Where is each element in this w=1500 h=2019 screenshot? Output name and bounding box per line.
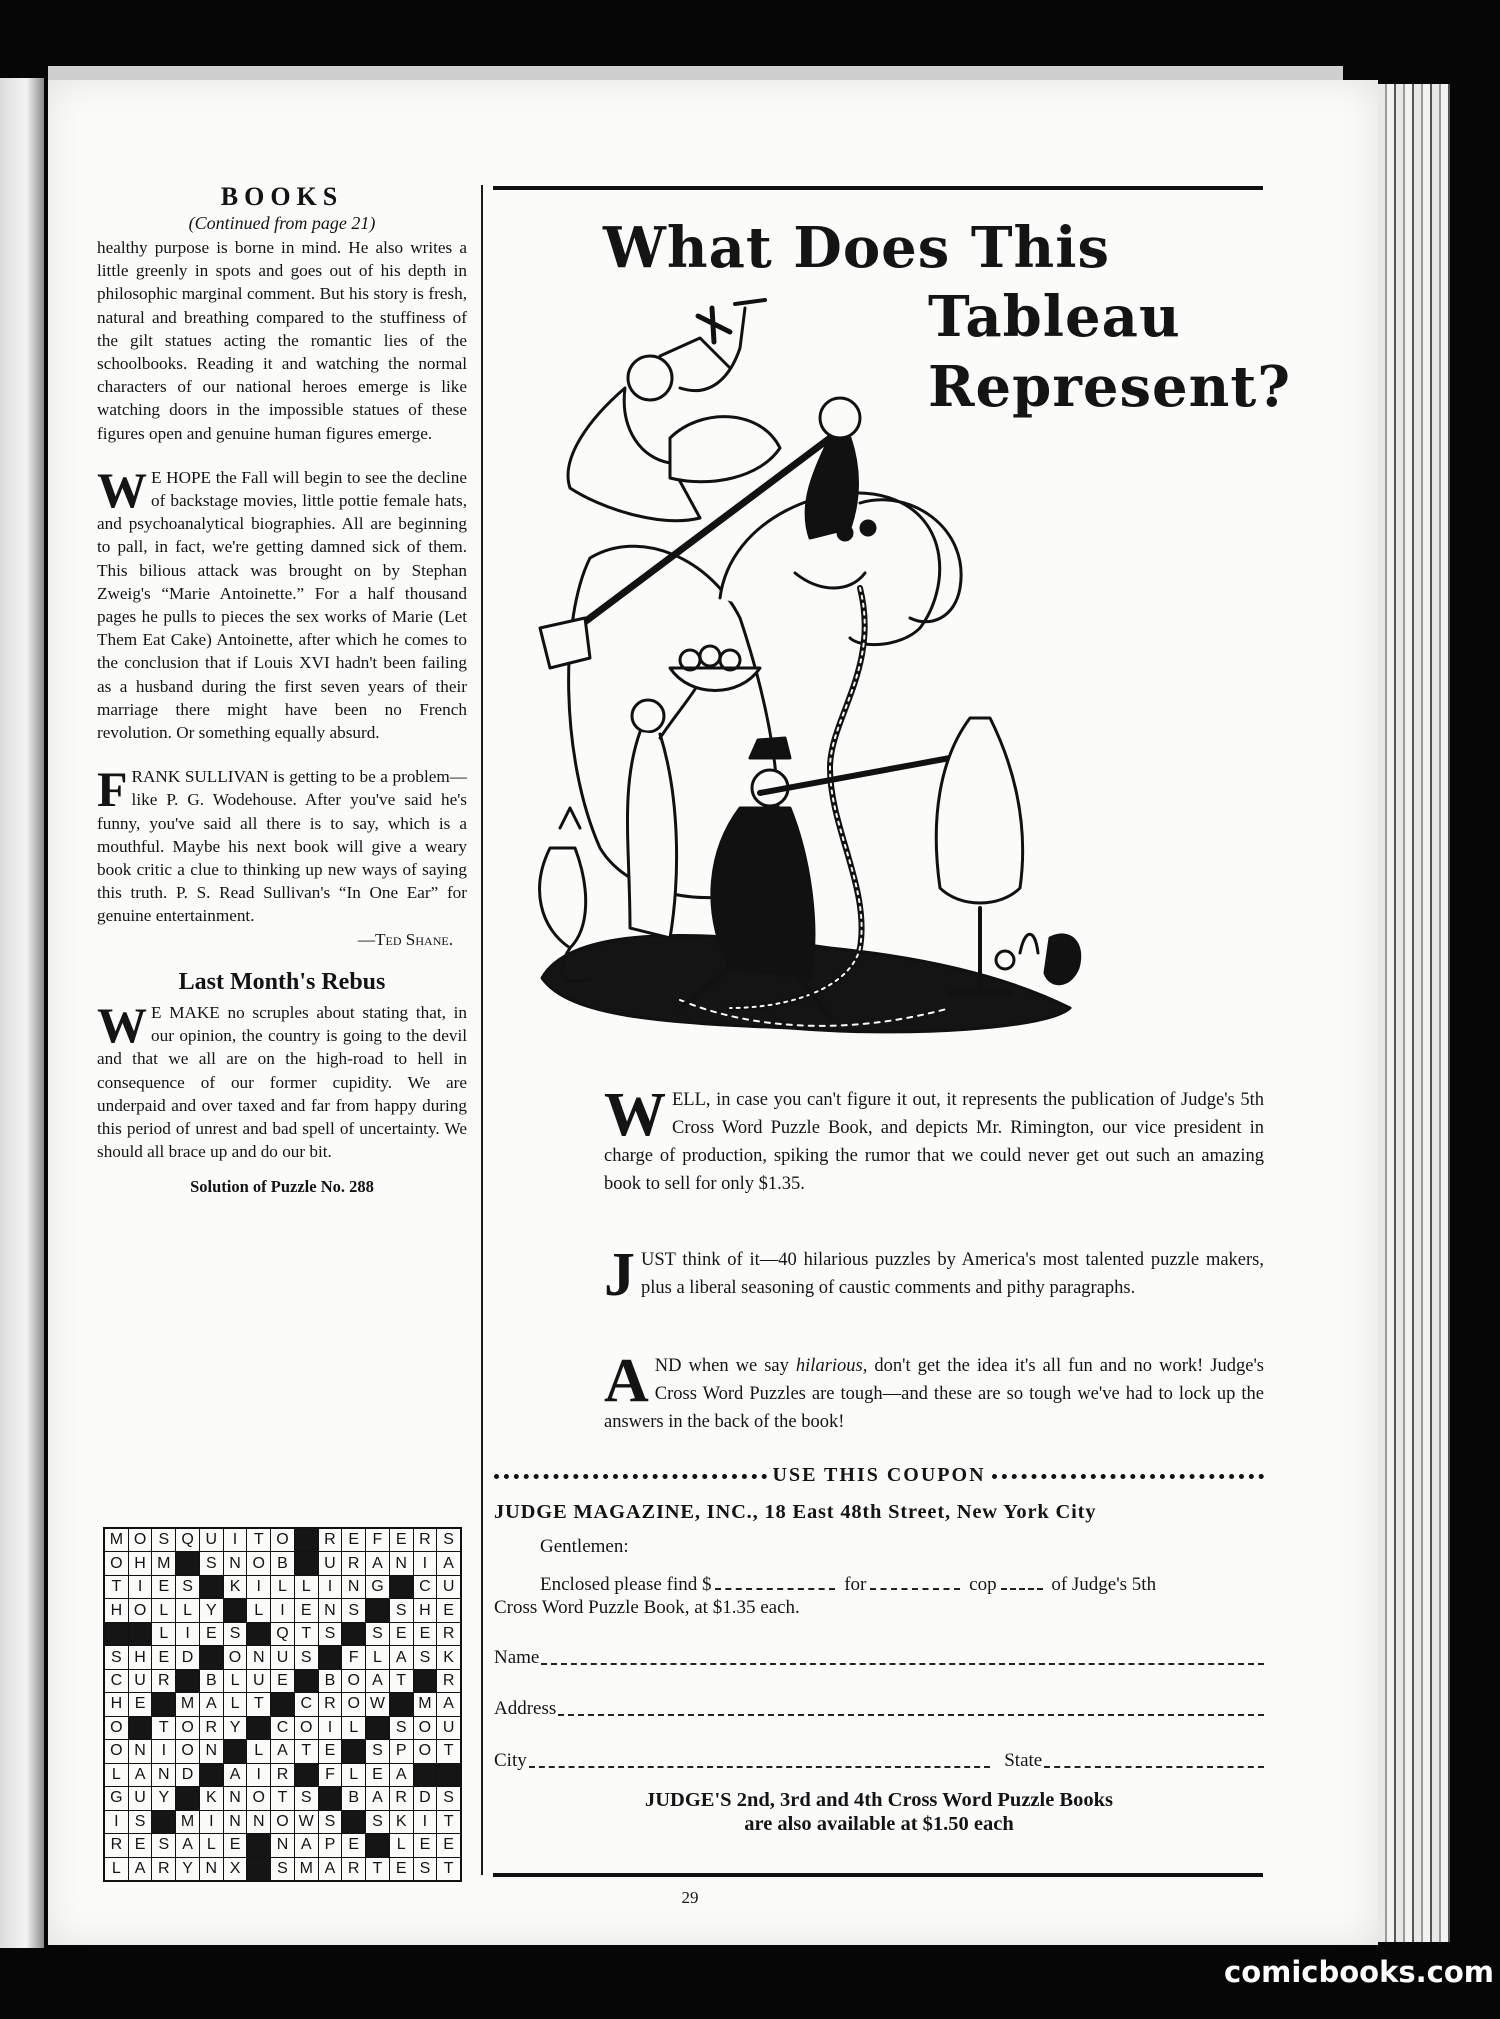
crossword-cell: E: [295, 1599, 318, 1621]
crossword-cell: Y: [224, 1717, 247, 1739]
crossword-cell: P: [390, 1740, 413, 1762]
crossword-cell: C: [105, 1670, 128, 1692]
crossword-cell: L: [105, 1764, 128, 1786]
crossword-cell: T: [295, 1623, 318, 1645]
crossword-cell: T: [271, 1787, 294, 1809]
crossword-cell: I: [105, 1811, 128, 1833]
crossword-cell: N: [200, 1858, 223, 1880]
crossword-cell: L: [342, 1764, 365, 1786]
crossword-cell: E: [414, 1834, 437, 1856]
crossword-cell: S: [437, 1529, 460, 1551]
crossword-cell: X: [224, 1858, 247, 1880]
crossword-cell: A: [271, 1740, 294, 1762]
crossword-cell: U: [129, 1787, 152, 1809]
crossword-cell: A: [390, 1646, 413, 1668]
crossword-cell: A: [319, 1858, 342, 1880]
crossword-cell: E: [152, 1646, 175, 1668]
crossword-cell: S: [414, 1858, 437, 1880]
crossword-cell: R: [152, 1670, 175, 1692]
crossword-cell: O: [247, 1787, 270, 1809]
drop-cap: W: [604, 1081, 666, 1149]
other-books-note: JUDGE'S 2nd, 3rd and 4th Cross Word Puzzle Books are also available at $1.50 each: [645, 1789, 1113, 1835]
address-field[interactable]: [558, 1704, 1264, 1716]
crossword-black-cell: [342, 1811, 365, 1833]
crossword-cell: W: [295, 1811, 318, 1833]
name-field[interactable]: [541, 1653, 1264, 1665]
crossword-solution-grid: [103, 1527, 462, 1882]
ad-headline-line-3: Represent?: [928, 354, 1292, 420]
crossword-cell: I: [271, 1599, 294, 1621]
crossword-cell: N: [152, 1764, 175, 1786]
crossword-black-cell: [271, 1693, 294, 1715]
drop-cap: W: [97, 996, 147, 1053]
crossword-cell: O: [129, 1529, 152, 1551]
crossword-cell: O: [342, 1693, 365, 1715]
crossword-cell: I: [247, 1576, 270, 1598]
crossword-cell: E: [342, 1529, 365, 1551]
crossword-cell: F: [342, 1646, 365, 1668]
books-heading: BOOKS: [220, 182, 344, 211]
crossword-cell: M: [105, 1529, 128, 1551]
crossword-cell: T: [437, 1811, 460, 1833]
crossword-cell: E: [366, 1764, 389, 1786]
crossword-black-cell: [295, 1552, 318, 1574]
crossword-cell: E: [129, 1693, 152, 1715]
crossword-black-cell: [129, 1717, 152, 1739]
crossword-cell: S: [342, 1599, 365, 1621]
crossword-cell: R: [437, 1623, 460, 1645]
crossword-black-cell: [390, 1693, 413, 1715]
crossword-black-cell: [414, 1764, 437, 1786]
crossword-cell: A: [366, 1787, 389, 1809]
crossword-cell: S: [366, 1623, 389, 1645]
puzzle-solution-heading: Solution of Puzzle No. 288: [190, 1177, 374, 1197]
crossword-cell: L: [271, 1576, 294, 1598]
crossword-cell: O: [224, 1646, 247, 1668]
crossword-cell: O: [129, 1599, 152, 1621]
crossword-cell: U: [200, 1529, 223, 1551]
ad-bottom-rule: [493, 1873, 1263, 1877]
crossword-cell: I: [319, 1576, 342, 1598]
crossword-cell: T: [295, 1740, 318, 1762]
crossword-cell: E: [319, 1740, 342, 1762]
crossword-cell: H: [414, 1599, 437, 1621]
crossword-cell: O: [176, 1740, 199, 1762]
crossword-cell: C: [295, 1693, 318, 1715]
crossword-black-cell: [129, 1623, 152, 1645]
crossword-cell: Y: [176, 1858, 199, 1880]
coupon-divider: [494, 1462, 1264, 1488]
crossword-cell: H: [105, 1693, 128, 1715]
crossword-cell: O: [414, 1717, 437, 1739]
crossword-black-cell: [105, 1623, 128, 1645]
crossword-cell: A: [437, 1693, 460, 1715]
crossword-cell: I: [224, 1529, 247, 1551]
crossword-cell: S: [152, 1834, 175, 1856]
crossword-black-cell: [319, 1787, 342, 1809]
crossword-cell: I: [152, 1740, 175, 1762]
crossword-cell: I: [129, 1576, 152, 1598]
crossword-cell: I: [176, 1623, 199, 1645]
page-top-edge: [48, 66, 1343, 80]
crossword-black-cell: [319, 1646, 342, 1668]
crossword-black-cell: [295, 1670, 318, 1692]
crossword-cell: A: [366, 1670, 389, 1692]
crossword-cell: T: [390, 1670, 413, 1692]
crossword-cell: L: [247, 1599, 270, 1621]
crossword-cell: H: [129, 1646, 152, 1668]
crossword-cell: E: [437, 1599, 460, 1621]
crossword-black-cell: [200, 1576, 223, 1598]
drop-cap: W: [97, 461, 147, 518]
crossword-cell: R: [200, 1717, 223, 1739]
ad-paragraph-2: JUST think of it—40 hilarious puzzles by America's most talented puzzle makers, plus a liberal seasoning of caustic comments and pithy paragraphs.: [604, 1241, 1264, 1309]
crossword-cell: A: [200, 1693, 223, 1715]
coupon-order-line: Enclosed please find $ for cop of Judge's 5th: [540, 1574, 1157, 1595]
crossword-cell: U: [437, 1576, 460, 1598]
crossword-cell: T: [105, 1576, 128, 1598]
crossword-cell: Y: [152, 1787, 175, 1809]
crossword-cell: B: [342, 1787, 365, 1809]
crossword-cell: O: [105, 1552, 128, 1574]
crossword-cell: R: [105, 1834, 128, 1856]
crossword-cell: N: [200, 1740, 223, 1762]
crossword-cell: T: [437, 1740, 460, 1762]
crossword-cell: S: [105, 1646, 128, 1668]
city-field[interactable]: [529, 1756, 991, 1768]
crossword-cell: N: [271, 1834, 294, 1856]
crossword-cell: L: [176, 1599, 199, 1621]
crossword-cell: N: [129, 1740, 152, 1762]
crossword-cell: S: [271, 1858, 294, 1880]
crossword-black-cell: [366, 1834, 389, 1856]
crossword-cell: K: [224, 1576, 247, 1598]
crossword-cell: E: [342, 1834, 365, 1856]
crossword-cell: L: [152, 1623, 175, 1645]
crossword-cell: B: [319, 1670, 342, 1692]
crossword-cell: U: [271, 1646, 294, 1668]
books-paragraph-2: W E HOPE the Fall will begin to see the decline of backstage movies, little pottie female hats, and psychoanalytical biographies. All are beginning to pall, in fact, we're getting damned sick of them. This bilious attack was brought on by Stephan Zweig's “Marie Antoinette.” For a half thousand pages he pulls to pieces the sex works of Marie (Let Them Eat Cake) Antoinette, after which he comes to the conclusion that if Louis XVI hadn't been failing as a husband during the first seven years of their marriage there might have been no French revolution. Or something equally absurd.: [97, 461, 467, 743]
crossword-cell: L: [366, 1646, 389, 1668]
crossword-black-cell: [247, 1623, 270, 1645]
crossword-cell: E: [414, 1623, 437, 1645]
state-label: State: [1004, 1750, 1043, 1771]
crossword-cell: R: [342, 1552, 365, 1574]
crossword-black-cell: [247, 1834, 270, 1856]
crossword-cell: S: [319, 1811, 342, 1833]
crossword-cell: M: [414, 1693, 437, 1715]
crossword-cell: K: [437, 1646, 460, 1668]
crossword-cell: R: [390, 1787, 413, 1809]
crossword-cell: S: [129, 1811, 152, 1833]
books-column: [97, 182, 467, 1205]
crossword-cell: E: [129, 1834, 152, 1856]
crossword-cell: D: [414, 1787, 437, 1809]
crossword-cell: I: [200, 1811, 223, 1833]
crossword-cell: N: [247, 1646, 270, 1668]
crossword-cell: M: [295, 1858, 318, 1880]
crossword-cell: S: [295, 1787, 318, 1809]
crossword-black-cell: [366, 1599, 389, 1621]
crossword-cell: N: [224, 1552, 247, 1574]
crossword-cell: L: [105, 1858, 128, 1880]
crossword-cell: T: [366, 1858, 389, 1880]
crossword-cell: S: [224, 1623, 247, 1645]
crossword-black-cell: [247, 1858, 270, 1880]
rebus-paragraph: W E MAKE no scruples about stating that, in our opinion, the country is going to the devil and that we all are on the high-road to hell in consequence of our former cupidity. We are underpaid and over taxed and far from happy during this period of unrest and bad spell of uncertainty. We should all brace up and do our bit.: [97, 996, 467, 1162]
crossword-cell: B: [271, 1552, 294, 1574]
crossword-cell: S: [319, 1623, 342, 1645]
crossword-cell: H: [129, 1552, 152, 1574]
crossword-cell: K: [200, 1787, 223, 1809]
crossword-cell: R: [152, 1858, 175, 1880]
crossword-cell: E: [390, 1858, 413, 1880]
site-watermark: comicbooks.com: [1224, 1955, 1494, 1989]
crossword-cell: G: [366, 1576, 389, 1598]
crossword-cell: A: [176, 1834, 199, 1856]
crossword-cell: O: [271, 1529, 294, 1551]
crossword-cell: O: [271, 1811, 294, 1833]
crossword-black-cell: [366, 1717, 389, 1739]
crossword-cell: O: [105, 1740, 128, 1762]
crossword-cell: U: [437, 1717, 460, 1739]
crossword-black-cell: [437, 1764, 460, 1786]
crossword-cell: L: [390, 1834, 413, 1856]
crossword-black-cell: [152, 1693, 175, 1715]
crossword-cell: M: [176, 1811, 199, 1833]
crossword-cell: F: [366, 1529, 389, 1551]
crossword-cell: A: [224, 1764, 247, 1786]
crossword-cell: G: [105, 1787, 128, 1809]
crossword-cell: M: [152, 1552, 175, 1574]
crossword-cell: Y: [200, 1599, 223, 1621]
crossword-black-cell: [390, 1576, 413, 1598]
crossword-black-cell: [176, 1552, 199, 1574]
crossword-cell: L: [152, 1599, 175, 1621]
crossword-cell: K: [390, 1811, 413, 1833]
state-field[interactable]: [1044, 1756, 1264, 1768]
ad-headline-line-1: What Does This: [603, 215, 1111, 281]
crossword-cell: L: [224, 1670, 247, 1692]
crossword-cell: R: [342, 1858, 365, 1880]
page-stack-edge: [1378, 84, 1450, 1942]
coupon-greeting: Gentlemen:: [540, 1536, 629, 1557]
address-field-row: [494, 1698, 1264, 1720]
facing-page-edge: [0, 78, 44, 1948]
crossword-cell: T: [152, 1717, 175, 1739]
crossword-cell: O: [247, 1552, 270, 1574]
name-field-row: [494, 1647, 1264, 1669]
crossword-cell: E: [390, 1529, 413, 1551]
drop-cap: F: [97, 761, 128, 818]
crossword-cell: R: [319, 1529, 342, 1551]
crossword-black-cell: [152, 1811, 175, 1833]
crossword-cell: N: [224, 1811, 247, 1833]
coupon-order-line-2: Cross Word Puzzle Book, at $1.35 each.: [494, 1597, 800, 1618]
crossword-cell: N: [224, 1787, 247, 1809]
crossword-cell: B: [200, 1670, 223, 1692]
crossword-cell: U: [247, 1670, 270, 1692]
crossword-cell: E: [271, 1670, 294, 1692]
books-paragraph-1: healthy purpose is borne in mind. He also writes a little greenly in spots and goes out of his depth in philosophic marginal comment. But his story is fresh, natural and breathing compared to the stuffiness of the gilt statues acting the romantic lies of the schoolbooks. Reading it and watching the normal characters of our national heroes emerge is like watching doors in the impossible statues of these figures open and genuine human figures emerge.: [97, 238, 467, 443]
crossword-cell: R: [437, 1670, 460, 1692]
crossword-cell: S: [176, 1576, 199, 1598]
crossword-cell: Q: [271, 1623, 294, 1645]
ad-paragraph-1: WELL, in case you can't figure it out, it represents the publication of Judge's 5th Cross Word Puzzle Book, and depicts Mr. Rimington, our vice president in charge of production, spiking the rumor that we could never get out such an amazing book to sell for only $1.35.: [604, 1081, 1264, 1194]
copies-suffix-blank[interactable]: [1001, 1574, 1043, 1590]
crossword-cell: A: [390, 1764, 413, 1786]
crossword-cell: S: [437, 1787, 460, 1809]
crossword-cell: L: [200, 1834, 223, 1856]
crossword-cell: S: [390, 1717, 413, 1739]
crossword-cell: S: [295, 1646, 318, 1668]
ad-headline-line-2: Tableau: [928, 284, 1181, 350]
crossword-black-cell: [176, 1787, 199, 1809]
amount-blank[interactable]: [715, 1574, 835, 1590]
crossword-cell: L: [342, 1717, 365, 1739]
crossword-cell: E: [437, 1834, 460, 1856]
crossword-cell: L: [247, 1740, 270, 1762]
crossword-cell: T: [247, 1693, 270, 1715]
crossword-cell: N: [247, 1811, 270, 1833]
ad-paragraph-3: AND when we say hilarious, don't get the idea it's all fun and no work! Judge's Cross Word Puzzles are tough—and these are so tough we've had to lock up the answers in the back of the book!: [604, 1347, 1264, 1432]
crossword-cell: N: [390, 1552, 413, 1574]
column-divider: [481, 185, 483, 1875]
rebus-heading: Last Month's Rebus: [178, 968, 386, 995]
name-label: Name: [494, 1647, 540, 1668]
publisher-address: JUDGE MAGAZINE, INC., 18 East 48th Street, New York City: [494, 1501, 1097, 1523]
crossword-cell: I: [414, 1811, 437, 1833]
crossword-cell: E: [152, 1576, 175, 1598]
crossword-cell: L: [224, 1693, 247, 1715]
crossword-cell: N: [319, 1599, 342, 1621]
crossword-cell: L: [295, 1576, 318, 1598]
city-state-row: [494, 1750, 1264, 1772]
crossword-black-cell: [414, 1670, 437, 1692]
crossword-black-cell: [295, 1764, 318, 1786]
continued-note: (Continued from page 21): [188, 213, 376, 233]
crossword-cell: R: [271, 1764, 294, 1786]
crossword-cell: A: [129, 1764, 152, 1786]
crossword-cell: I: [319, 1717, 342, 1739]
crossword-black-cell: [200, 1646, 223, 1668]
crossword-black-cell: [295, 1529, 318, 1551]
crossword-cell: D: [176, 1646, 199, 1668]
crossword-black-cell: [224, 1740, 247, 1762]
tableau-illustration: [530, 288, 1100, 1048]
crossword-cell: O: [342, 1670, 365, 1692]
crossword-cell: O: [105, 1717, 128, 1739]
crossword-black-cell: [342, 1740, 365, 1762]
crossword-cell: Q: [176, 1529, 199, 1551]
crossword-cell: S: [200, 1552, 223, 1574]
drop-cap: J: [604, 1241, 635, 1309]
crossword-cell: S: [414, 1646, 437, 1668]
crossword-cell: C: [271, 1717, 294, 1739]
drop-cap: A: [604, 1347, 649, 1415]
coupon-title: USE THIS COUPON: [772, 1463, 986, 1486]
crossword-cell: S: [152, 1529, 175, 1551]
author-signature: —Ted Shane.: [357, 929, 453, 949]
crossword-cell: O: [295, 1717, 318, 1739]
address-label: Address: [494, 1698, 557, 1719]
crossword-cell: A: [366, 1552, 389, 1574]
crossword-cell: A: [295, 1834, 318, 1856]
page-number: 29: [681, 1888, 699, 1907]
crossword-cell: W: [366, 1693, 389, 1715]
ad-top-rule: [493, 186, 1263, 190]
crossword-cell: S: [366, 1811, 389, 1833]
quantity-blank[interactable]: [870, 1574, 960, 1590]
crossword-cell: E: [224, 1834, 247, 1856]
crossword-cell: S: [366, 1740, 389, 1762]
crossword-black-cell: [176, 1670, 199, 1692]
crossword-cell: S: [390, 1599, 413, 1621]
city-label: City: [494, 1750, 527, 1771]
crossword-cell: O: [176, 1717, 199, 1739]
crossword-cell: A: [437, 1552, 460, 1574]
crossword-black-cell: [200, 1764, 223, 1786]
crossword-cell: N: [342, 1576, 365, 1598]
crossword-cell: M: [176, 1693, 199, 1715]
crossword-cell: O: [414, 1740, 437, 1762]
crossword-cell: D: [176, 1764, 199, 1786]
crossword-cell: H: [105, 1599, 128, 1621]
books-paragraph-3: FRANK SULLIVAN is getting to be a problem—like P. G. Wodehouse. After you've said he's funny, you've said all there is to say, which is a mouthful. Maybe his next book will give a weary book critic a clue to thinking up new ways of saying this truth. P. S. Read Sullivan's “In One Ear” for genuine entertainment.: [97, 761, 467, 926]
crossword-cell: R: [414, 1529, 437, 1551]
crossword-black-cell: [342, 1623, 365, 1645]
crossword-cell: T: [437, 1858, 460, 1880]
crossword-cell: R: [319, 1693, 342, 1715]
crossword-cell: F: [319, 1764, 342, 1786]
crossword-cell: E: [200, 1623, 223, 1645]
crossword-black-cell: [247, 1717, 270, 1739]
crossword-cell: A: [129, 1858, 152, 1880]
crossword-cell: U: [319, 1552, 342, 1574]
crossword-cell: I: [247, 1764, 270, 1786]
crossword-black-cell: [224, 1599, 247, 1621]
crossword-cell: C: [414, 1576, 437, 1598]
crossword-cell: T: [247, 1529, 270, 1551]
crossword-cell: P: [319, 1834, 342, 1856]
crossword-cell: U: [129, 1670, 152, 1692]
crossword-cell: I: [414, 1552, 437, 1574]
crossword-cell: E: [390, 1623, 413, 1645]
